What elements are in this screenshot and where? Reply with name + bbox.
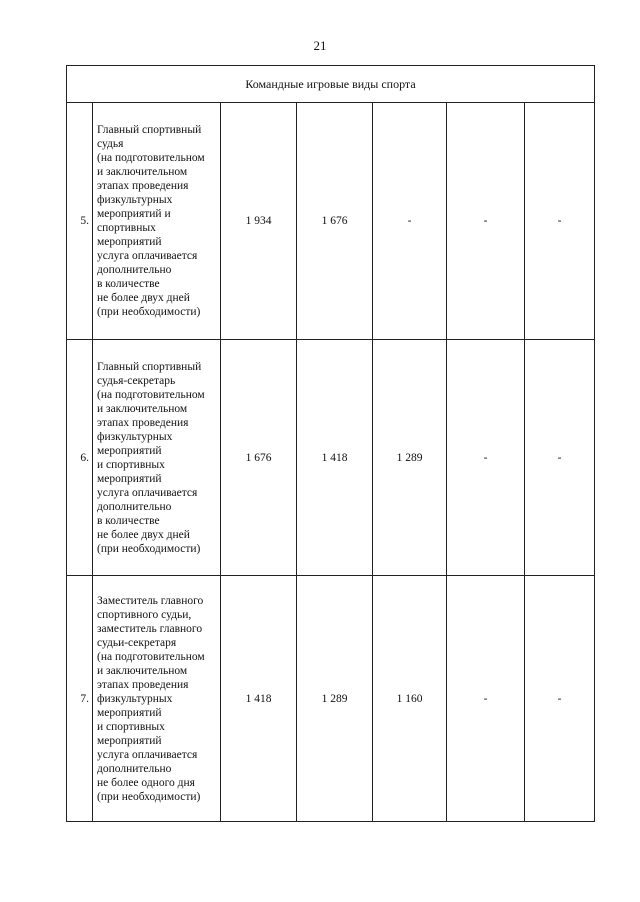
value-cell: 1 418 <box>221 576 297 822</box>
value-cell: 1 676 <box>221 340 297 576</box>
value-cell: - <box>447 576 525 822</box>
row-description: Главный спортивный судья-секретарь (на подготовительном и заключительном этапах проведения физкультурных мероприятий и спортивных мероприятий услуга оплачивается дополнительно в количестве не более двух дней (при необходимости) <box>93 340 221 576</box>
row-description: Главный спортивный судья (на подготовительном и заключительном этапах проведения физкультурных мероприятий и спортивных мероприятий услуга оплачивается дополнительно в количестве не более двух дней (при необходимости) <box>93 103 221 340</box>
value-cell: - <box>525 340 595 576</box>
row-number: 7. <box>67 576 93 822</box>
row-number: 6. <box>67 340 93 576</box>
table-row <box>67 340 595 576</box>
table-row <box>67 103 595 340</box>
value-cell: - <box>447 103 525 340</box>
value-cell: - <box>525 103 595 340</box>
value-cell: 1 934 <box>221 103 297 340</box>
row-number: 5. <box>67 103 93 340</box>
value-cell: 1 418 <box>297 340 373 576</box>
value-cell: 1 289 <box>297 576 373 822</box>
section-header-row <box>67 66 595 103</box>
value-cell: 1 289 <box>373 340 447 576</box>
row-description: Заместитель главного спортивного судьи, заместитель главного судьи-секретаря (на подготовительном и заключительном этапах проведения физкультурных мероприятий и спортивных мероприятий услуга оплачивается дополнительно не более одного дня (при необходимости) <box>93 576 221 822</box>
value-cell: 1 160 <box>373 576 447 822</box>
table-row <box>67 576 595 822</box>
value-cell: 1 676 <box>297 103 373 340</box>
value-cell: - <box>525 576 595 822</box>
rates-table <box>66 65 595 822</box>
value-cell: - <box>373 103 447 340</box>
page-number: 21 <box>313 38 327 53</box>
section-title: Командные игровые виды спорта <box>67 66 595 103</box>
value-cell: - <box>447 340 525 576</box>
